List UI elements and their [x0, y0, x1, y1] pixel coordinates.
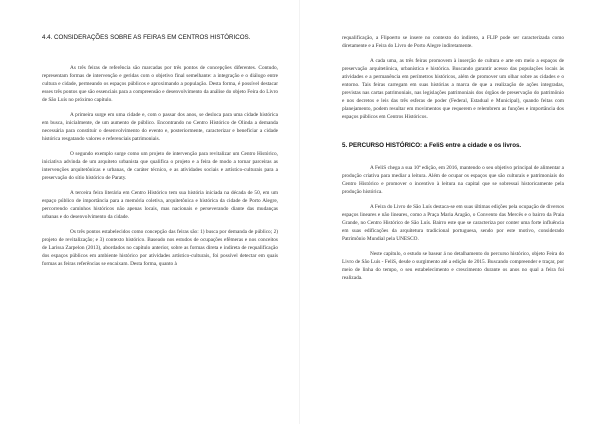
section-heading-5: 5. PERCURSO HISTÓRICO: a FeliS entre a cidade e os livros. [342, 142, 522, 149]
paragraph: A FeliS chega a sua 10ª edição, em 2016, mantendo o seu objetivo principal de alimentar a produção criativa para mediar a leitura. Além de ocupar os espaços que são culturais e patrimoniais do Centro Histórico e promover o incentivo à leitura na capital que se sobressai historicamente pela produção histórica. [342, 165, 564, 195]
paragraph: Os três pontos estabelecidos como concepção das feiras são: 1) busca por demanda de público; 2) projeto de revitalização; e 3) contexto histórico. Baseado nos estudos de ocupações efêmeras e nos conceitos de Larissa Zarpelon (2013), abordados no capítulo anterior, sobre as formas direta e indireta de requalificação dos espaços públicos em ambiente histórico por atividades artístico-culturais, foi possível detectar em quais formas as feiras referências se encaixam. Desta forma, quanto à [42, 229, 278, 267]
paragraph: Neste capítulo, o estudo se basear á no detalhamento do percurso histórico, objeto Feira do Livro de São Luís - FeliS, desde o surgimento até a edição de 2015. Buscando compreender e traçar, por meio de linha do tempo, o seu estabelecimento e crescimento durante os anos no qual a feira foi realizada. [342, 251, 564, 281]
paragraph: A primeira surge em uma cidade e, com o passar dos anos, se desloca para uma cidade histórica em busca, inicialmente, de um aumento de público. Encontrando no Centro Histórico de Olinda a demanda necessária para constituir o desenvolvimento do evento e, posteriormente, caracterizar e beneficiar a cidade histórica resgatando valores e referenciais patrimoniais. [42, 112, 278, 142]
section-heading-4-4: 4.4. CONSIDERAÇÕES SOBRE AS FEIRAS EM CENTROS HISTÓRICOS. [42, 34, 251, 41]
paragraph-continued: requalificação, a Flipoerto se insere no contexto do indireto, a FLIP pode ser caracterizada como diretamente e a Feira do Livro de Porto Alegre indiretamente. [342, 35, 564, 49]
paragraph: O segundo exemplo surge como um projeto de intervenção para revitalizar um Centro Histórico, iniciativa advinda de um arquiteto urbanista que qualifica o projeto e a feira de modo a tornar parceiras as intervenções arquitetônicas e urbanas, de caráter técnico, e as atividades sociais e artístico-culturais para a preservação do sítio histórico de Paraty. [42, 151, 278, 181]
right-page [300, 0, 600, 424]
paragraph: A terceira feira literária em Centro Histórico tem sua história iniciada na década de 50, em um espaço público de importância para a memória coletiva, arquitetônica e histórica da cidade de Porto Alegre, percorrendo caminhos históricos não apenas locais, mas nacionais e perseverando diante das mudanças urbanas e do desenvolvimento da cidade. [42, 190, 278, 220]
paragraph: A Feira do Livro de São Luís destaca-se em suas últimas edições pela ocupação de diversos espaços lineares e não lineares, como a Praça Maria Aragão, o Convento das Mercês e o bairro da Praia Grande, no Centro Histórico de São Luís. Bairro este que se caracteriza por conter uma forte influência em suas edificações da arquitetura tradicional portuguesa, sendo por este motivo, considerado Patrimônio Mundial pela UNESCO. [342, 204, 565, 242]
paragraph: A cada uma, as três feiras promovem à inserção de cultura e arte em meio a espaços de preservação arquitetônica, urbanística e histórica. Buscando garantir acesso das populações locais às atividades e a permanência em perímetros históricos, além de promover um olhar sobre as cidades e o entorno. Tais feiras carregam em suas histórias a marca de que a realização de ações integradas, previstas nas cartas patrimoniais, nas legislações patrimoniais dos órgãos de preservação do patrimônio e nos decretos e leis das três esferas de poder (Federal, Estadual e Municipal), quando feitas com planejamento, podem resultar em movimentos que requerem e relembrem as funções e importância dos espaços públicos em Centros Históricos. [342, 58, 564, 120]
paragraph: As três feiras de referência são marcadas por três pontos de concepções diferentes. Contudo, representam formas de intervenção e geridas com o objetivo final semelhante: a integração e o diálogo entre cultura e cidade, permeando os espaços públicos e aproximando a população. Desta forma, é possível destacar esses três pontos que são essenciais para a compreensão e desenvolvimento da análise do objeto Feira do Livro de São Luís no próximo capítulo. [42, 65, 278, 103]
